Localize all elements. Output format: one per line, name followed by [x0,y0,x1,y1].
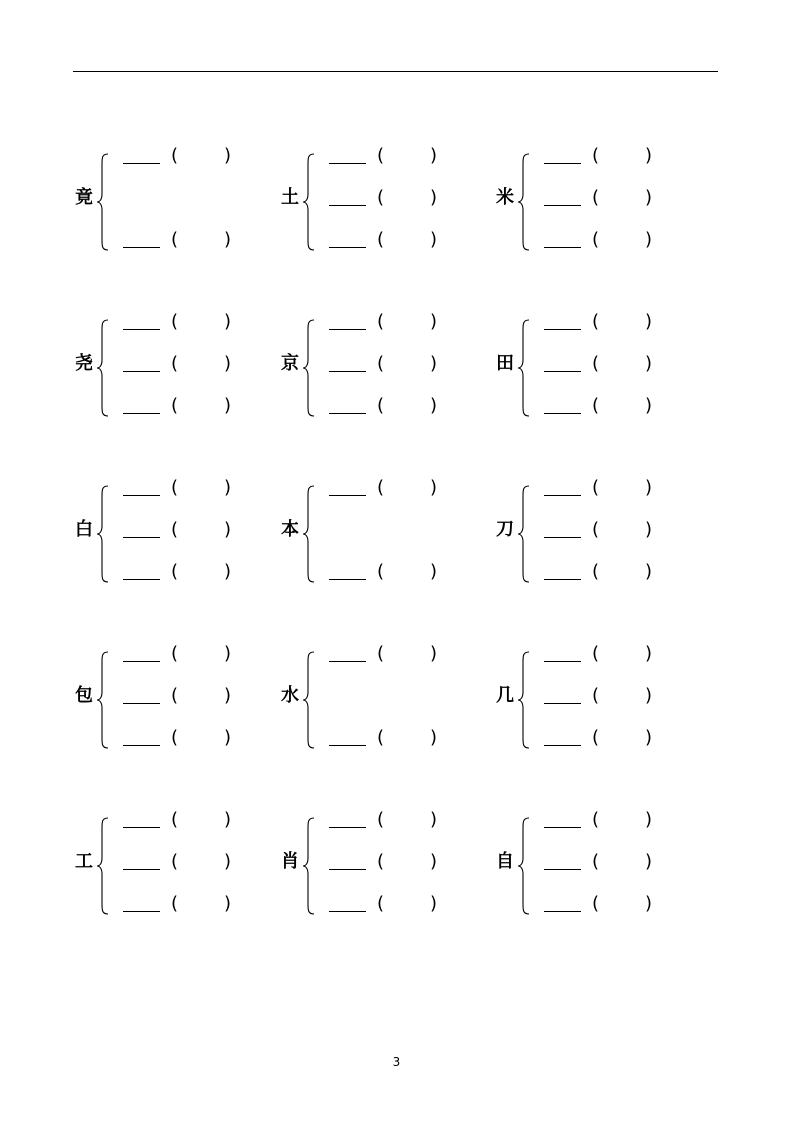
base-character: 几 [496,685,514,706]
answer-slot [544,231,674,253]
close-paren: ) [224,477,232,498]
answer-slot [329,479,459,501]
pinyin-blank[interactable] [329,495,366,496]
open-paren: ( [171,311,179,332]
base-character: 米 [496,187,514,208]
open-paren: ( [377,311,385,332]
close-paren: ) [645,477,653,498]
answer-slot [544,687,674,709]
close-paren: ) [645,727,653,748]
open-paren: ( [377,145,385,166]
answer-slot [329,231,459,253]
base-character: 自 [496,851,514,872]
page-number: 3 [392,1055,401,1069]
pinyin-blank[interactable] [544,537,581,538]
open-paren: ( [377,893,385,914]
open-paren: ( [592,395,600,416]
curly-brace [517,484,531,584]
answer-slot [544,397,674,419]
curly-brace [96,484,110,584]
open-paren: ( [592,727,600,748]
answer-slot [329,313,459,335]
answer-slot [123,231,253,253]
close-paren: ) [430,187,438,208]
close-paren: ) [430,311,438,332]
open-paren: ( [592,809,600,830]
base-character: 京 [281,353,299,374]
answer-slot [123,355,253,377]
pinyin-blank[interactable] [544,371,581,372]
close-paren: ) [645,311,653,332]
open-paren: ( [377,851,385,872]
answer-slot [544,189,674,211]
open-paren: ( [377,187,385,208]
answer-slot [123,895,253,917]
open-paren: ( [377,809,385,830]
pinyin-blank[interactable] [329,205,366,206]
open-paren: ( [592,353,600,374]
base-character: 田 [496,353,514,374]
open-paren: ( [592,893,600,914]
curly-brace [96,650,110,750]
open-paren: ( [592,477,600,498]
open-paren: ( [171,353,179,374]
pinyin-blank[interactable] [544,163,581,164]
curly-brace [302,484,316,584]
close-paren: ) [645,395,653,416]
base-character: 工 [75,851,93,872]
open-paren: ( [171,643,179,664]
pinyin-blank[interactable] [544,911,581,912]
answer-slot [123,853,253,875]
answer-slot [329,563,459,585]
open-paren: ( [377,477,385,498]
pinyin-blank[interactable] [329,413,366,414]
char-group [281,147,461,257]
pinyin-blank[interactable] [544,745,581,746]
open-paren: ( [592,187,600,208]
base-character: 肖 [281,851,299,872]
pinyin-blank[interactable] [544,205,581,206]
curly-brace [302,152,316,252]
pinyin-blank[interactable] [123,579,160,580]
close-paren: ) [645,353,653,374]
open-paren: ( [592,229,600,250]
open-paren: ( [592,311,600,332]
base-character: 包 [75,685,93,706]
open-paren: ( [171,685,179,706]
pinyin-blank[interactable] [123,163,160,164]
answer-slot [123,563,253,585]
char-group [75,811,255,921]
char-group [496,313,676,423]
char-group [281,645,461,755]
open-paren: ( [592,561,600,582]
pinyin-blank[interactable] [329,911,366,912]
pinyin-blank[interactable] [544,247,581,248]
answer-slot [329,895,459,917]
base-character: 竟 [75,187,93,208]
answer-slot [544,729,674,751]
pinyin-blank[interactable] [544,661,581,662]
close-paren: ) [430,851,438,872]
open-paren: ( [592,145,600,166]
open-paren: ( [171,477,179,498]
answer-slot [544,479,674,501]
char-group [496,147,676,257]
answer-slot [329,189,459,211]
close-paren: ) [224,851,232,872]
close-paren: ) [645,685,653,706]
pinyin-blank[interactable] [329,869,366,870]
answer-slot [544,811,674,833]
pinyin-blank[interactable] [123,371,160,372]
base-character: 本 [281,519,299,540]
open-paren: ( [171,229,179,250]
pinyin-blank[interactable] [123,413,160,414]
pinyin-blank[interactable] [544,413,581,414]
open-paren: ( [377,353,385,374]
curly-brace [517,152,531,252]
close-paren: ) [430,229,438,250]
answer-slot [123,729,253,751]
answer-slot [123,687,253,709]
open-paren: ( [592,643,600,664]
open-paren: ( [377,643,385,664]
curly-brace [302,318,316,418]
close-paren: ) [430,809,438,830]
close-paren: ) [645,145,653,166]
open-paren: ( [171,809,179,830]
pinyin-blank[interactable] [544,869,581,870]
pinyin-blank[interactable] [123,537,160,538]
answer-slot [544,355,674,377]
pinyin-blank[interactable] [123,869,160,870]
pinyin-blank[interactable] [329,827,366,828]
pinyin-blank[interactable] [123,703,160,704]
pinyin-blank[interactable] [329,329,366,330]
open-paren: ( [171,727,179,748]
pinyin-blank[interactable] [544,495,581,496]
close-paren: ) [224,353,232,374]
close-paren: ) [224,311,232,332]
close-paren: ) [430,477,438,498]
char-group [75,645,255,755]
char-group [496,645,676,755]
base-character: 水 [281,685,299,706]
answer-slot [544,313,674,335]
answer-slot [544,147,674,169]
close-paren: ) [224,727,232,748]
open-paren: ( [592,519,600,540]
char-group [496,479,676,589]
base-character: 刀 [496,519,514,540]
close-paren: ) [430,353,438,374]
pinyin-blank[interactable] [123,495,160,496]
close-paren: ) [430,145,438,166]
char-group [75,147,255,257]
curly-brace [517,318,531,418]
answer-slot [544,563,674,585]
close-paren: ) [645,851,653,872]
pinyin-blank[interactable] [329,579,366,580]
open-paren: ( [592,851,600,872]
close-paren: ) [645,561,653,582]
curly-brace [96,152,110,252]
pinyin-blank[interactable] [123,661,160,662]
char-group [281,811,461,921]
header-rule [73,71,718,72]
pinyin-blank[interactable] [544,703,581,704]
open-paren: ( [171,145,179,166]
close-paren: ) [645,519,653,540]
answer-slot [544,853,674,875]
close-paren: ) [430,561,438,582]
open-paren: ( [171,561,179,582]
answer-slot [544,895,674,917]
answer-slot [329,397,459,419]
char-group [496,811,676,921]
close-paren: ) [224,809,232,830]
pinyin-blank[interactable] [123,329,160,330]
answer-slot [329,147,459,169]
curly-brace [96,816,110,916]
answer-slot [329,811,459,833]
pinyin-blank[interactable] [329,371,366,372]
open-paren: ( [171,851,179,872]
close-paren: ) [645,229,653,250]
close-paren: ) [645,893,653,914]
pinyin-blank[interactable] [123,911,160,912]
close-paren: ) [430,643,438,664]
close-paren: ) [224,145,232,166]
close-paren: ) [430,727,438,748]
base-character: 白 [75,519,93,540]
curly-brace [517,650,531,750]
open-paren: ( [171,519,179,540]
pinyin-blank[interactable] [544,329,581,330]
pinyin-blank[interactable] [329,163,366,164]
char-group [75,313,255,423]
pinyin-blank[interactable] [544,827,581,828]
curly-brace [96,318,110,418]
close-paren: ) [224,519,232,540]
curly-brace [302,650,316,750]
open-paren: ( [592,685,600,706]
base-character: 土 [281,187,299,208]
char-group [75,479,255,589]
close-paren: ) [430,395,438,416]
answer-slot [123,397,253,419]
char-group [281,479,461,589]
answer-slot [123,147,253,169]
char-group [281,313,461,423]
pinyin-blank[interactable] [123,745,160,746]
curly-brace [302,816,316,916]
curly-brace [517,816,531,916]
pinyin-blank[interactable] [123,247,160,248]
pinyin-blank[interactable] [329,661,366,662]
close-paren: ) [224,395,232,416]
answer-slot [123,479,253,501]
answer-slot [123,645,253,667]
close-paren: ) [224,229,232,250]
pinyin-blank[interactable] [123,827,160,828]
close-paren: ) [645,643,653,664]
open-paren: ( [377,561,385,582]
pinyin-blank[interactable] [329,745,366,746]
answer-slot [544,521,674,543]
answer-slot [123,313,253,335]
answer-slot [329,729,459,751]
close-paren: ) [224,893,232,914]
open-paren: ( [377,229,385,250]
close-paren: ) [224,685,232,706]
open-paren: ( [377,727,385,748]
close-paren: ) [645,187,653,208]
close-paren: ) [224,643,232,664]
close-paren: ) [645,809,653,830]
answer-slot [123,521,253,543]
pinyin-blank[interactable] [329,247,366,248]
answer-slot [544,645,674,667]
open-paren: ( [171,395,179,416]
answer-slot [329,645,459,667]
answer-slot [329,355,459,377]
answer-slot [329,853,459,875]
close-paren: ) [430,893,438,914]
close-paren: ) [224,561,232,582]
base-character: 尧 [75,353,93,374]
open-paren: ( [377,395,385,416]
open-paren: ( [171,893,179,914]
answer-slot [123,811,253,833]
pinyin-blank[interactable] [544,579,581,580]
